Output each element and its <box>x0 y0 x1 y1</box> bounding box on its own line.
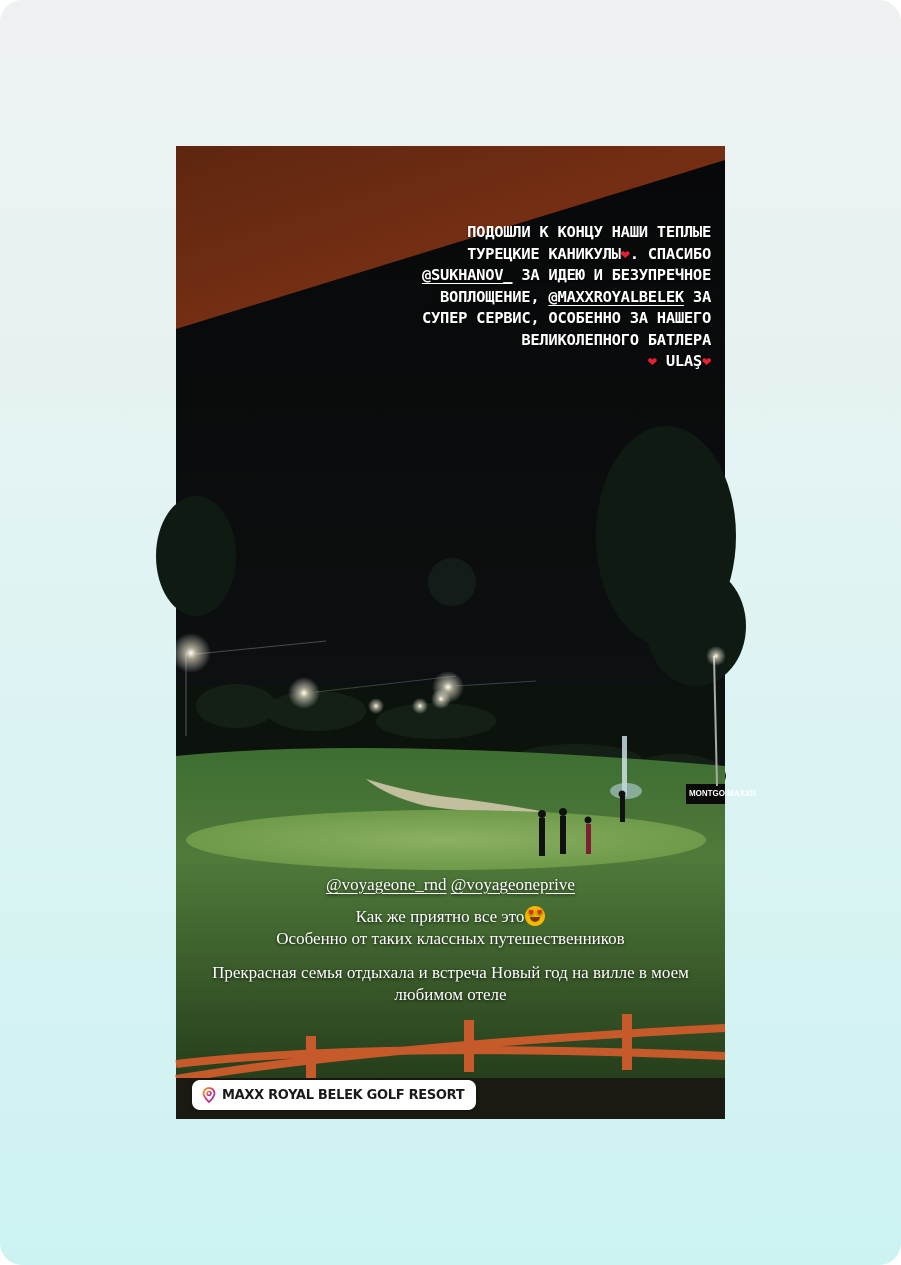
mention-sukhanov-link[interactable]: @SUKHANOV_ <box>421 266 513 284</box>
mention-voyageoneprive-link[interactable]: @voyageoneprive <box>450 875 575 894</box>
caption-text: ПОДОШЛИ К КОНЦУ НАШИ ТЕПЛЫЕ ТУРЕЦКИЕ КАНИКУЛЫ <box>467 223 711 263</box>
location-pin-icon <box>202 1087 216 1103</box>
caption-line: Как же приятно все это <box>355 907 525 926</box>
butler-name: ULAŞ <box>665 352 702 370</box>
location-label: MAXX ROYAL BELEK GOLF RESORT <box>222 1087 465 1103</box>
mention-maxxroyalbelek-link[interactable]: @MAXXROYALBELEK <box>548 287 684 306</box>
heart-icon: ❤ <box>647 352 657 370</box>
caption-text-idea: ЗА ИДЕЮ И БЕЗУПРЕЧНОЕ ВОПЛОЩЕНИЕ, <box>440 266 711 306</box>
caption-line: Прекрасная семья отдыхала и встреча Новый год на вилле в моем любимом отеле <box>212 963 689 1004</box>
heart-icon: ❤ <box>620 244 630 263</box>
location-sticker[interactable] <box>192 1080 476 1110</box>
heart-eyes-emoji-icon <box>525 906 545 926</box>
scene-sign-text: MONTGO MAXXR <box>689 789 757 798</box>
bottom-caption-text <box>176 906 725 950</box>
story-card[interactable] <box>176 146 757 1119</box>
heart-icon: ❤ <box>701 352 711 370</box>
mention-voyageone-rnd-link[interactable]: @voyageone_rnd <box>326 875 447 894</box>
bottom-caption-mentions <box>176 874 725 896</box>
top-caption <box>411 222 711 373</box>
caption-line: Особенно от таких классных путешественников <box>276 929 625 948</box>
caption-text-service: ЗА СУПЕР СЕРВИС, ОСОБЕННО ЗА НАШЕГО ВЕЛИКОЛЕПНОГО БАТЛЕРА <box>421 287 711 349</box>
caption-text-thanks: . СПАСИБО <box>629 244 711 263</box>
bottom-caption-family <box>176 962 725 1006</box>
